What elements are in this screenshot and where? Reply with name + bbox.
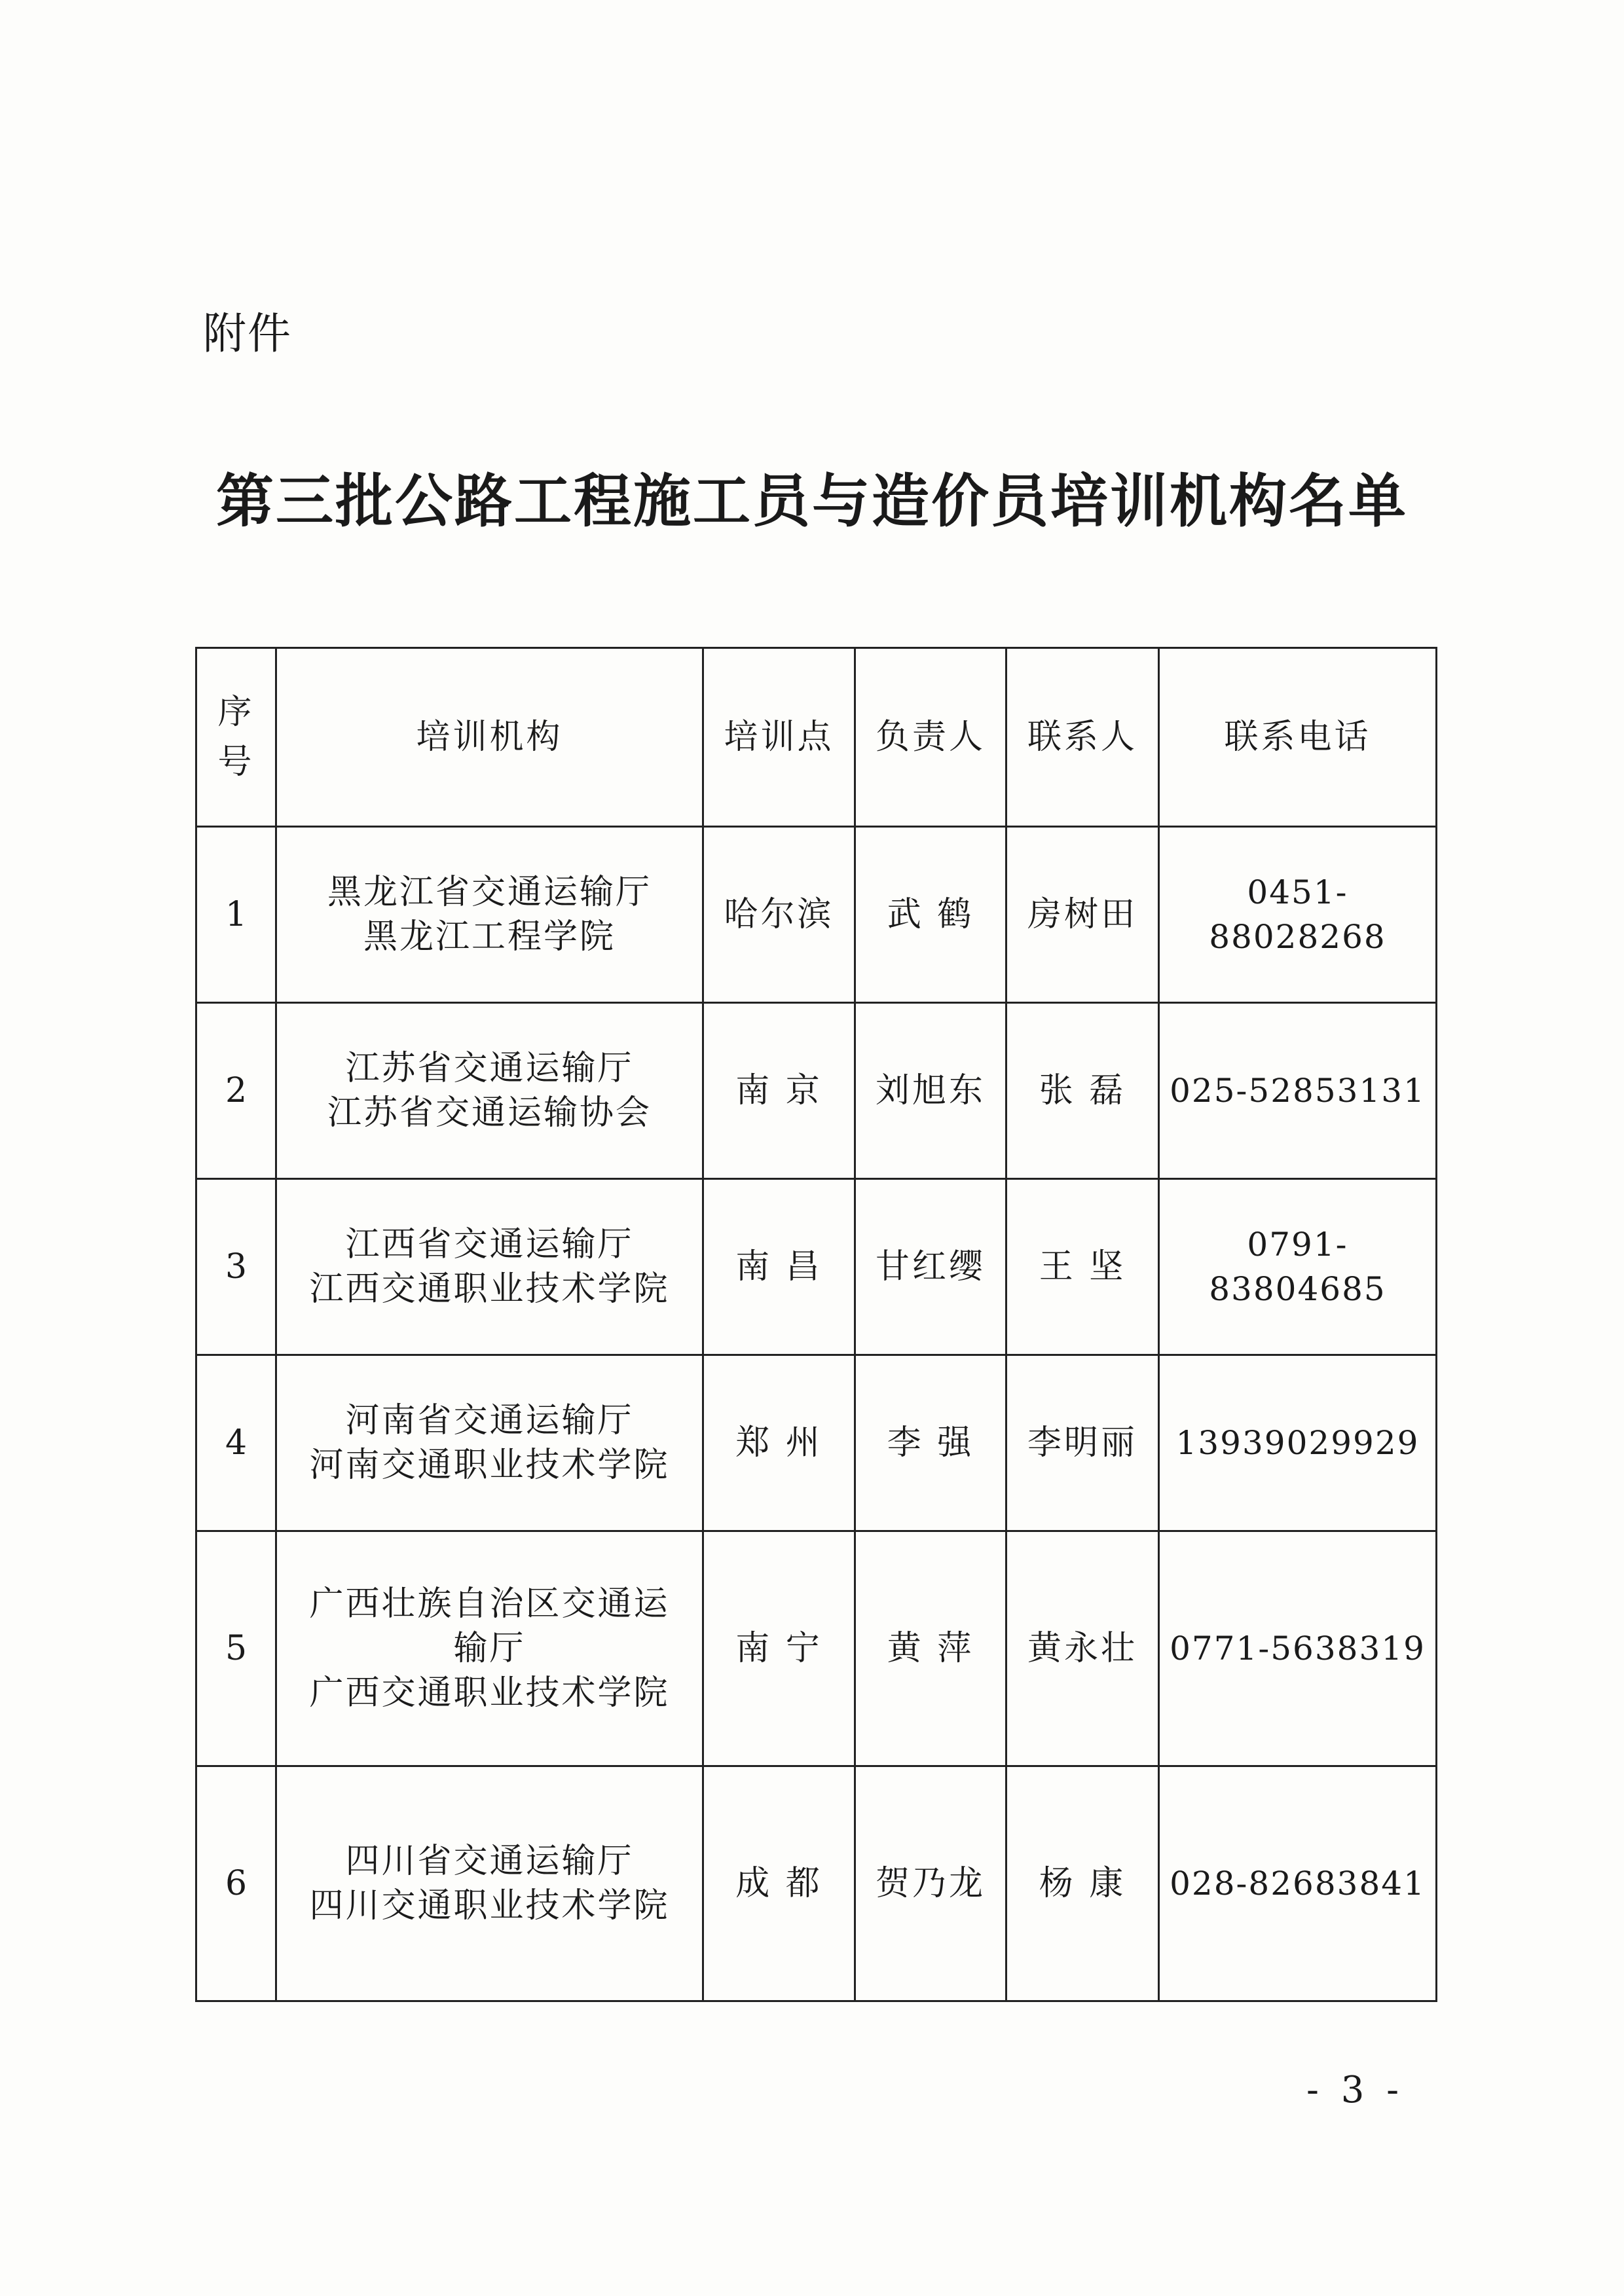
row-contact: 杨 康 xyxy=(1006,1766,1159,2001)
row-phone: 028-82683841 xyxy=(1159,1766,1437,2001)
table-row xyxy=(196,1766,1437,2001)
institution-line: 江苏省交通运输协会 xyxy=(327,1093,652,1133)
row-responsible: 刘旭东 xyxy=(855,1003,1006,1179)
row-seq: 2 xyxy=(196,1003,276,1179)
row-contact: 房树田 xyxy=(1006,827,1159,1003)
row-institution xyxy=(276,827,703,1003)
page-number: - 3 - xyxy=(1306,2069,1405,2111)
row-institution xyxy=(276,1766,703,2001)
row-institution xyxy=(276,1179,703,1355)
row-phone: 0771-5638319 xyxy=(1159,1531,1437,1766)
institution-line: 黑龙江工程学院 xyxy=(363,917,616,957)
row-responsible: 武 鹤 xyxy=(855,827,1006,1003)
table-header-row xyxy=(196,648,1437,827)
row-site: 哈尔滨 xyxy=(703,827,855,1003)
row-contact: 李明丽 xyxy=(1006,1355,1159,1531)
institution-line: 广西壮族自治区交通运 xyxy=(309,1584,670,1624)
table-row xyxy=(196,1531,1437,1766)
institution-line: 河南交通职业技术学院 xyxy=(309,1446,670,1485)
table-row xyxy=(196,1003,1437,1179)
institution-line: 江苏省交通运输厅 xyxy=(345,1049,634,1088)
row-seq: 5 xyxy=(196,1531,276,1766)
row-phone: 13939029929 xyxy=(1159,1355,1437,1531)
institution-line: 黑龙江省交通运输厅 xyxy=(327,873,652,912)
attachment-label: 附件 xyxy=(203,308,292,359)
row-institution xyxy=(276,1355,703,1531)
row-contact: 张 磊 xyxy=(1006,1003,1159,1179)
table-row xyxy=(196,1355,1437,1531)
header-seq xyxy=(196,648,276,827)
institution-line: 四川交通职业技术学院 xyxy=(309,1886,670,1925)
institution-line: 四川省交通运输厅 xyxy=(345,1842,634,1881)
institution-line: 输厅 xyxy=(453,1629,526,1668)
institution-line: 江西交通职业技术学院 xyxy=(309,1269,670,1309)
header-institution: 培训机构 xyxy=(276,648,703,827)
row-phone: 025-52853131 xyxy=(1159,1003,1437,1179)
table-row xyxy=(196,1179,1437,1355)
row-responsible: 甘红缨 xyxy=(855,1179,1006,1355)
row-contact: 黄永壮 xyxy=(1006,1531,1159,1766)
row-seq: 3 xyxy=(196,1179,276,1355)
row-responsible: 黄 萍 xyxy=(855,1531,1006,1766)
row-contact: 王 坚 xyxy=(1006,1179,1159,1355)
row-site: 南 昌 xyxy=(703,1179,855,1355)
row-responsible: 贺乃龙 xyxy=(855,1766,1006,2001)
row-site: 南 京 xyxy=(703,1003,855,1179)
row-site: 郑 州 xyxy=(703,1355,855,1531)
row-site: 南 宁 xyxy=(703,1531,855,1766)
row-phone: 0451-88028268 xyxy=(1159,827,1437,1003)
institution-line: 河南省交通运输厅 xyxy=(345,1401,634,1440)
training-institution-table xyxy=(195,647,1437,2002)
document-title: 第三批公路工程施工员与造价员培训机构名单 xyxy=(215,467,1408,535)
row-seq: 6 xyxy=(196,1766,276,2001)
row-site: 成 都 xyxy=(703,1766,855,2001)
row-institution xyxy=(276,1003,703,1179)
row-phone: 0791-83804685 xyxy=(1159,1179,1437,1355)
header-seq-char-2: 号 xyxy=(217,742,255,782)
header-seq-char-1: 序 xyxy=(217,693,255,732)
row-seq: 1 xyxy=(196,827,276,1003)
row-institution xyxy=(276,1531,703,1766)
header-contact: 联系人 xyxy=(1006,648,1159,827)
row-seq: 4 xyxy=(196,1355,276,1531)
row-responsible: 李 强 xyxy=(855,1355,1006,1531)
header-site: 培训点 xyxy=(703,648,855,827)
institution-line: 广西交通职业技术学院 xyxy=(309,1673,670,1713)
table-row xyxy=(196,827,1437,1003)
header-responsible: 负责人 xyxy=(855,648,1006,827)
header-phone: 联系电话 xyxy=(1159,648,1437,827)
institution-line: 江西省交通运输厅 xyxy=(345,1225,634,1264)
